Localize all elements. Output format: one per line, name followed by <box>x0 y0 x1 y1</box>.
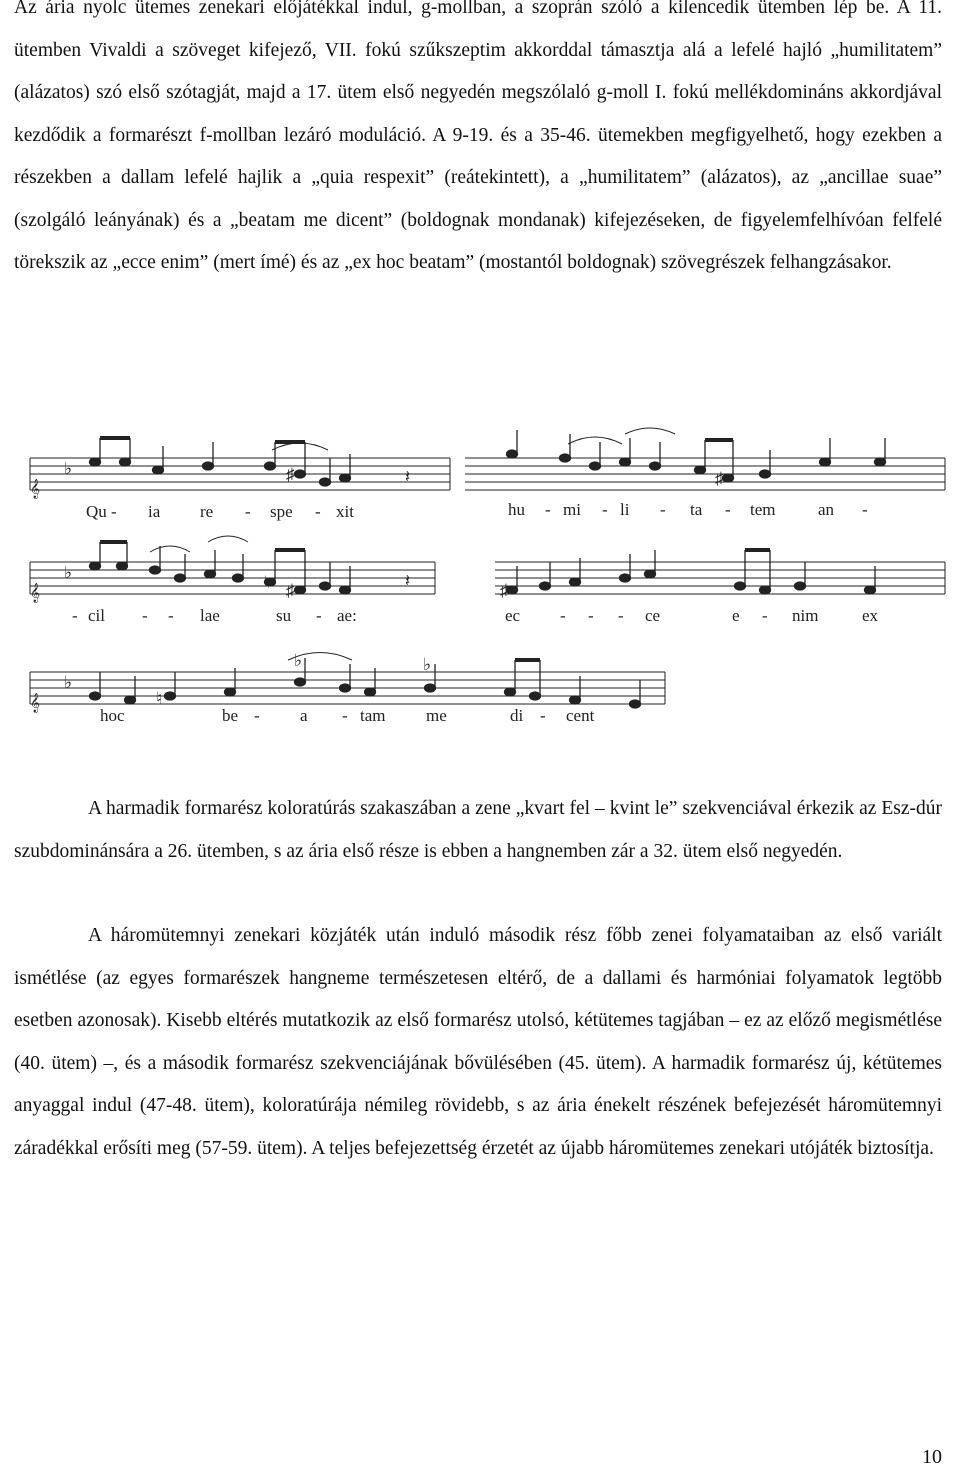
svg-text:♭: ♭ <box>64 563 73 582</box>
lyric: - <box>342 706 348 725</box>
lyric: - <box>725 500 731 519</box>
svg-text:♯: ♯ <box>286 581 295 600</box>
lyric: - <box>588 606 594 625</box>
lyric: - <box>254 706 260 725</box>
lyric: ec <box>505 606 521 625</box>
lyric: di <box>510 706 524 725</box>
lyrics-layer <box>0 420 960 740</box>
paragraph-aria-intro: Az ária nyolc ütemes zenekari előjátékkal indul, g-mollban, a szoprán szóló a kilencedik ütemben lép be. A 11. ütemben Vivaldi a szöveget kifejező, VII. fokú szűkszeptim akkorddal támasztja alá a lefelé hajló „humilitatem” (alázatos) szó első szótagját, majd a 17. ütem első negyedén megszólaló g-moll I. fokú mellékdomináns akkordjával kezdődik a formarészt f-mollban lezáró moduláció. A 9-19. és a 35-46. ütemekben megfigyelhető, hogy ezekben a részekben a dallam lefelé hajlik a „quia respexit” (reátekintett), a „humilitatem” (alázatos), az „ancillae suae” (szolgáló leányának) és a „beatam me dicent” (boldognak mondanak) kifejezéseken, de figyelemfelhívóan felfelé törekszik az „ecce enim” (mert ímé) és az „ex hoc beatam” (mostantól boldognak) szövegrészek felhangzásakor. <box>14 0 942 273</box>
lyric: - <box>316 606 322 625</box>
svg-text:♭: ♭ <box>423 655 432 674</box>
lyric: mi <box>563 500 581 519</box>
paragraph-third-section: A harmadik formarész koloratúrás szakaszában a zene „kvart fel – kvint le” szekvenciával érkezik az Esz-dúr szubdominánsára a 26. ütemben, s az ária első része is ebben a hangnemben zár a 32. ütem első negyedén. <box>14 798 942 862</box>
lyric: cil <box>88 606 105 625</box>
lyric: e <box>732 606 740 625</box>
lyric: - <box>545 500 551 519</box>
lyric: nim <box>792 606 819 625</box>
lyric: - <box>540 706 546 725</box>
lyric: - <box>560 606 566 625</box>
lyric: cent <box>566 706 595 725</box>
lyric: - <box>660 500 666 519</box>
svg-text:𝄞: 𝄞 <box>30 479 41 499</box>
lyric: me <box>426 706 447 725</box>
lyric: ex <box>862 606 879 625</box>
lyric: - <box>315 502 321 521</box>
lyric: xit <box>336 502 354 521</box>
lyric: - <box>142 606 148 625</box>
page-number: 10 <box>922 1446 942 1468</box>
svg-text:♭: ♭ <box>64 673 73 692</box>
svg-text:♮: ♮ <box>156 689 163 708</box>
lyric: - <box>602 500 608 519</box>
svg-text:♯: ♯ <box>500 581 509 600</box>
lyric: ce <box>645 606 661 625</box>
svg-text:♯: ♯ <box>715 469 724 488</box>
svg-text:𝄽: 𝄽 <box>405 571 411 590</box>
lyric: - <box>72 606 78 625</box>
lyric: - <box>762 606 768 625</box>
svg-text:♮: ♮ <box>264 573 271 592</box>
lyric: ia <box>148 502 161 521</box>
lyric: li <box>620 500 630 519</box>
lyric: Qu - <box>86 502 117 521</box>
svg-text:𝄞: 𝄞 <box>30 693 41 713</box>
svg-text:𝄽: 𝄽 <box>405 467 411 486</box>
paragraph-second-part: A háromütemnyi zenekari közjáték után induló második rész főbb zenei folyamataiban az első variált ismétlése (az egyes formarészek hangneme természetesen eltérő, de a dallami és harmóniai folyamatok legtöbb esetben azonosak). Kisebb eltérés mutatkozik az első formarész utolsó, kétütemes tagjában – ez az előző megismétlése (40. ütem) –, és a második formarész szekvenciájának bővülésében (45. ütem). A harmadik formarész új, kétütemes anyaggal indul (47-48. ütem), koloratúrája némileg rövidebb, s az ária énekelt részének befejezését háromütemnyi záradékkal erősíti meg (57-59. ütem). A teljes befejezettség érzetét az újabb háromütemes zenekari utójáték biztosítja. <box>14 925 942 1159</box>
svg-text:♭: ♭ <box>64 459 73 478</box>
lyric: a <box>300 706 308 725</box>
lyric: hoc <box>100 706 125 725</box>
lyric: lae <box>200 606 220 625</box>
lyric: an <box>818 500 835 519</box>
lyric: ta <box>690 500 703 519</box>
lyric: re <box>200 502 214 521</box>
lyric: tam <box>360 706 386 725</box>
svg-text:♭: ♭ <box>294 651 303 670</box>
lyric: ae: <box>337 606 357 625</box>
lyric: su <box>276 606 292 625</box>
lyric: - <box>862 500 868 519</box>
svg-text:♯: ♯ <box>286 465 295 484</box>
svg-text:𝄞: 𝄞 <box>30 583 41 603</box>
lyric: hu <box>508 500 525 519</box>
lyric: be <box>222 706 239 725</box>
lyric: - <box>245 502 251 521</box>
lyric: tem <box>750 500 776 519</box>
lyric: - <box>618 606 624 625</box>
lyric: spe <box>270 502 293 521</box>
lyric: - <box>168 606 174 625</box>
